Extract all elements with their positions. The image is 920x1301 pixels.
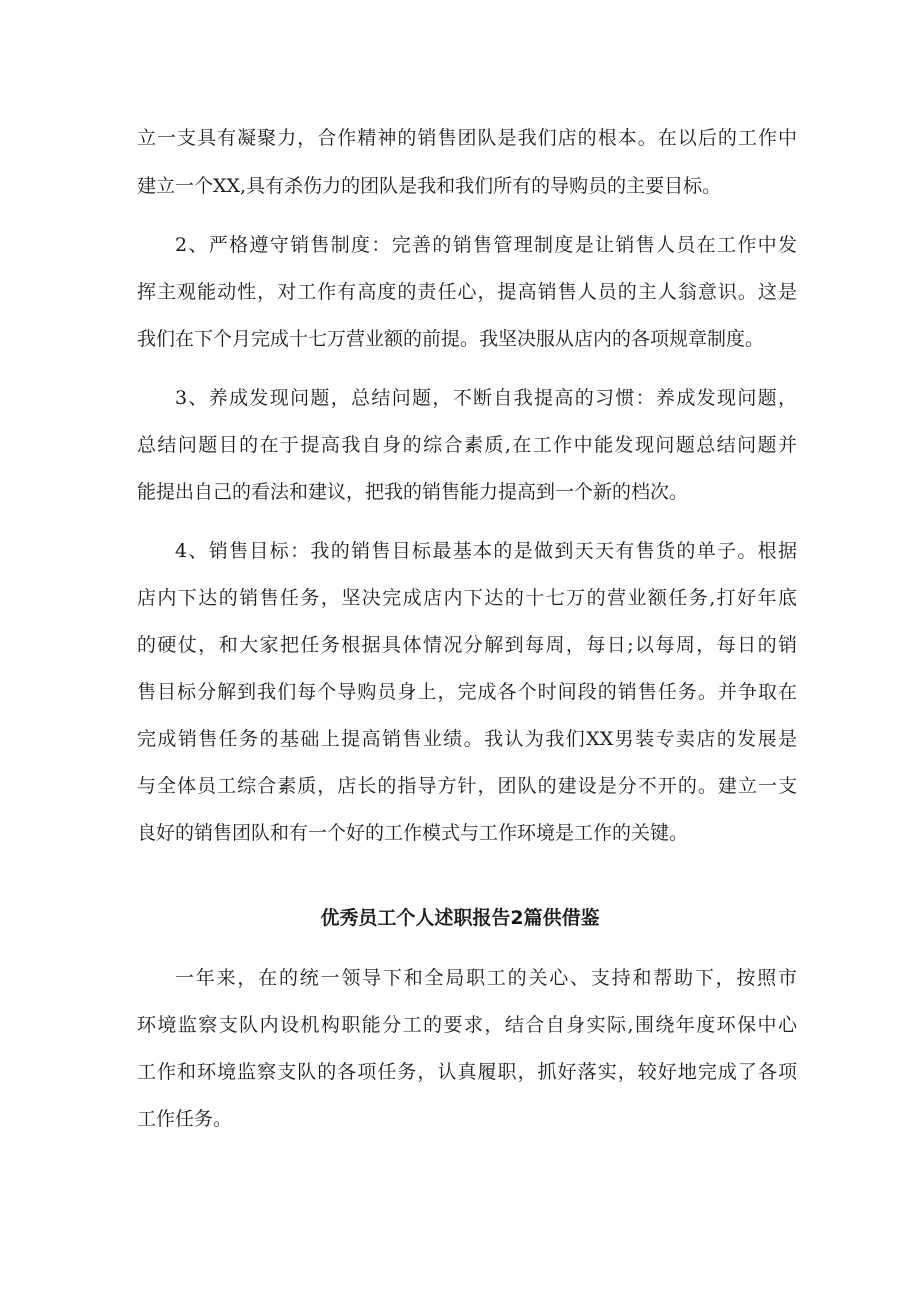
paragraph-line: 挥主观能动性，对工作有高度的责任心，提高销售人员的主人翁意识。这是: [137, 281, 797, 303]
paragraph-line: 2、严格遵守销售制度：完善的销售管理制度是让销售人员在工作中发: [175, 234, 797, 256]
paragraph-line: 店内下达的销售任务，坚决完成店内下达的十七万的营业额任务,打好年底: [137, 587, 797, 609]
paragraph-line: 我们在下个月完成十七万营业额的前提。我坚决服从店内的各项规章制度。: [137, 328, 765, 350]
paragraph-line: 良好的销售团队和有一个好的工作模式与工作环境是工作的关键。: [137, 822, 689, 844]
paragraph-line: 工作和环境监察支队的各项任务，认真履职，抓好落实，较好地完成了各项: [137, 1061, 797, 1083]
paragraph-line: 3、养成发现问题，总结问题，不断自我提高的习惯：养成发现问题，: [175, 387, 797, 409]
paragraph-line: 能提出自己的看法和建议，把我的销售能力提高到一个新的档次。: [137, 481, 689, 503]
paragraph-line: 一年来，在的统一领导下和全局职工的关心、支持和帮助下，按照市: [175, 967, 797, 989]
paragraph-line: 完成销售任务的基础上提高销售业绩。我认为我们XX男装专卖店的发展是: [137, 728, 797, 750]
section-heading: 优秀员工个人述职报告2篇供借鉴: [320, 907, 600, 929]
paragraph-line: 的硬仗，和大家把任务根据具体情况分解到每周，每日;以每周，每日的销: [137, 634, 797, 656]
paragraph-line: 4、销售目标：我的销售目标最基本的是做到天天有售货的单子。根据: [175, 540, 797, 562]
paragraph-line: 建立一个XX,具有杀伤力的团队是我和我们所有的导购员的主要目标。: [137, 175, 722, 197]
paragraph-line: 工作任务。: [137, 1108, 233, 1130]
paragraph-line: 总结问题目的在于提高我自身的综合素质,在工作中能发现问题总结问题并: [137, 434, 797, 456]
paragraph-line: 售目标分解到我们每个导购员身上，完成各个时间段的销售任务。并争取在: [137, 681, 797, 703]
paragraph-line: 与全体员工综合素质，店长的指导方针，团队的建设是分不开的。建立一支: [137, 775, 797, 797]
paragraph-line: 环境监察支队内设机构职能分工的要求，结合自身实际,围绕年度环保中心: [137, 1014, 797, 1036]
paragraph-line: 立一支具有凝聚力，合作精神的销售团队是我们店的根本。在以后的工作中: [137, 127, 797, 149]
